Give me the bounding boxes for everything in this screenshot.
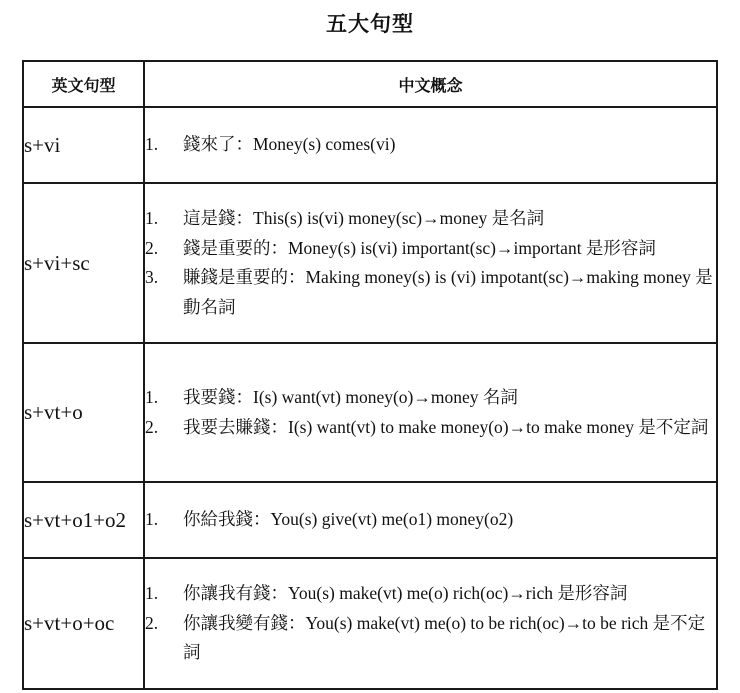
example-list xyxy=(145,579,716,668)
table-header-row xyxy=(23,61,717,107)
item-text: 你讓我變有錢：You(s) make(vt) me(o) to be rich(oc)→to be rich 是不定詞 xyxy=(183,612,706,663)
header-chinese-concept: 中文概念 xyxy=(144,61,717,107)
table-row xyxy=(23,482,717,558)
item-number: 2. xyxy=(145,237,159,258)
item-number: 2. xyxy=(145,612,159,633)
concept-cell xyxy=(144,482,717,558)
item-number: 3. xyxy=(145,267,159,287)
list-item xyxy=(145,413,716,443)
concept-cell xyxy=(144,558,717,689)
item-number: 1. xyxy=(145,208,159,228)
document-title: 五大句型 xyxy=(326,12,414,36)
item-text: 你讓我有錢：You(s) make(vt) me(o) rich(oc)→rich 是形容詞 xyxy=(183,583,628,604)
concept-cell xyxy=(144,343,717,482)
sentence-patterns-table xyxy=(22,60,718,690)
item-number: 1. xyxy=(145,387,159,407)
item-number: 1. xyxy=(145,509,159,530)
list-item xyxy=(145,204,716,234)
table-row xyxy=(23,183,717,343)
list-item xyxy=(145,609,716,668)
item-number: 2. xyxy=(145,416,159,437)
item-number: 1. xyxy=(145,583,159,604)
pattern-cell: s+vt+o+oc xyxy=(23,558,144,689)
example-list xyxy=(145,505,716,535)
table-row xyxy=(23,343,717,482)
pattern-cell: s+vi+sc xyxy=(23,183,144,343)
example-list xyxy=(145,130,716,160)
pattern-cell: s+vt+o1+o2 xyxy=(23,482,144,558)
concept-cell xyxy=(144,107,717,183)
list-item xyxy=(145,130,716,160)
pattern-cell: s+vi xyxy=(23,107,144,183)
list-item xyxy=(145,505,716,535)
header-english-pattern: 英文句型 xyxy=(23,61,144,107)
item-text: 我要去賺錢：I(s) want(vt) to make money(o)→to make money 是不定詞 xyxy=(183,416,709,437)
item-text: 錢是重要的：Money(s) is(vi) important(sc)→important 是形容詞 xyxy=(183,237,656,258)
list-item xyxy=(145,234,716,264)
item-text: 錢來了：Money(s) comes(vi) xyxy=(183,134,396,155)
list-item xyxy=(145,263,716,322)
concept-cell xyxy=(144,183,717,343)
pattern-cell: s+vt+o xyxy=(23,343,144,482)
example-list xyxy=(145,383,716,442)
item-text: 這是錢：This(s) is(vi) money(sc)→money 是名詞 xyxy=(183,208,545,228)
item-number: 1. xyxy=(145,134,159,155)
example-list xyxy=(145,204,716,322)
table-row xyxy=(23,107,717,183)
list-item xyxy=(145,579,716,609)
item-text: 賺錢是重要的：Making money(s) is (vi) impotant(sc)→making money 是動名詞 xyxy=(183,267,713,317)
item-text: 你給我錢：You(s) give(vt) me(o1) money(o2) xyxy=(183,509,514,530)
table-row xyxy=(23,558,717,689)
item-text: 我要錢：I(s) want(vt) money(o)→money 名詞 xyxy=(183,387,518,407)
list-item xyxy=(145,383,716,413)
